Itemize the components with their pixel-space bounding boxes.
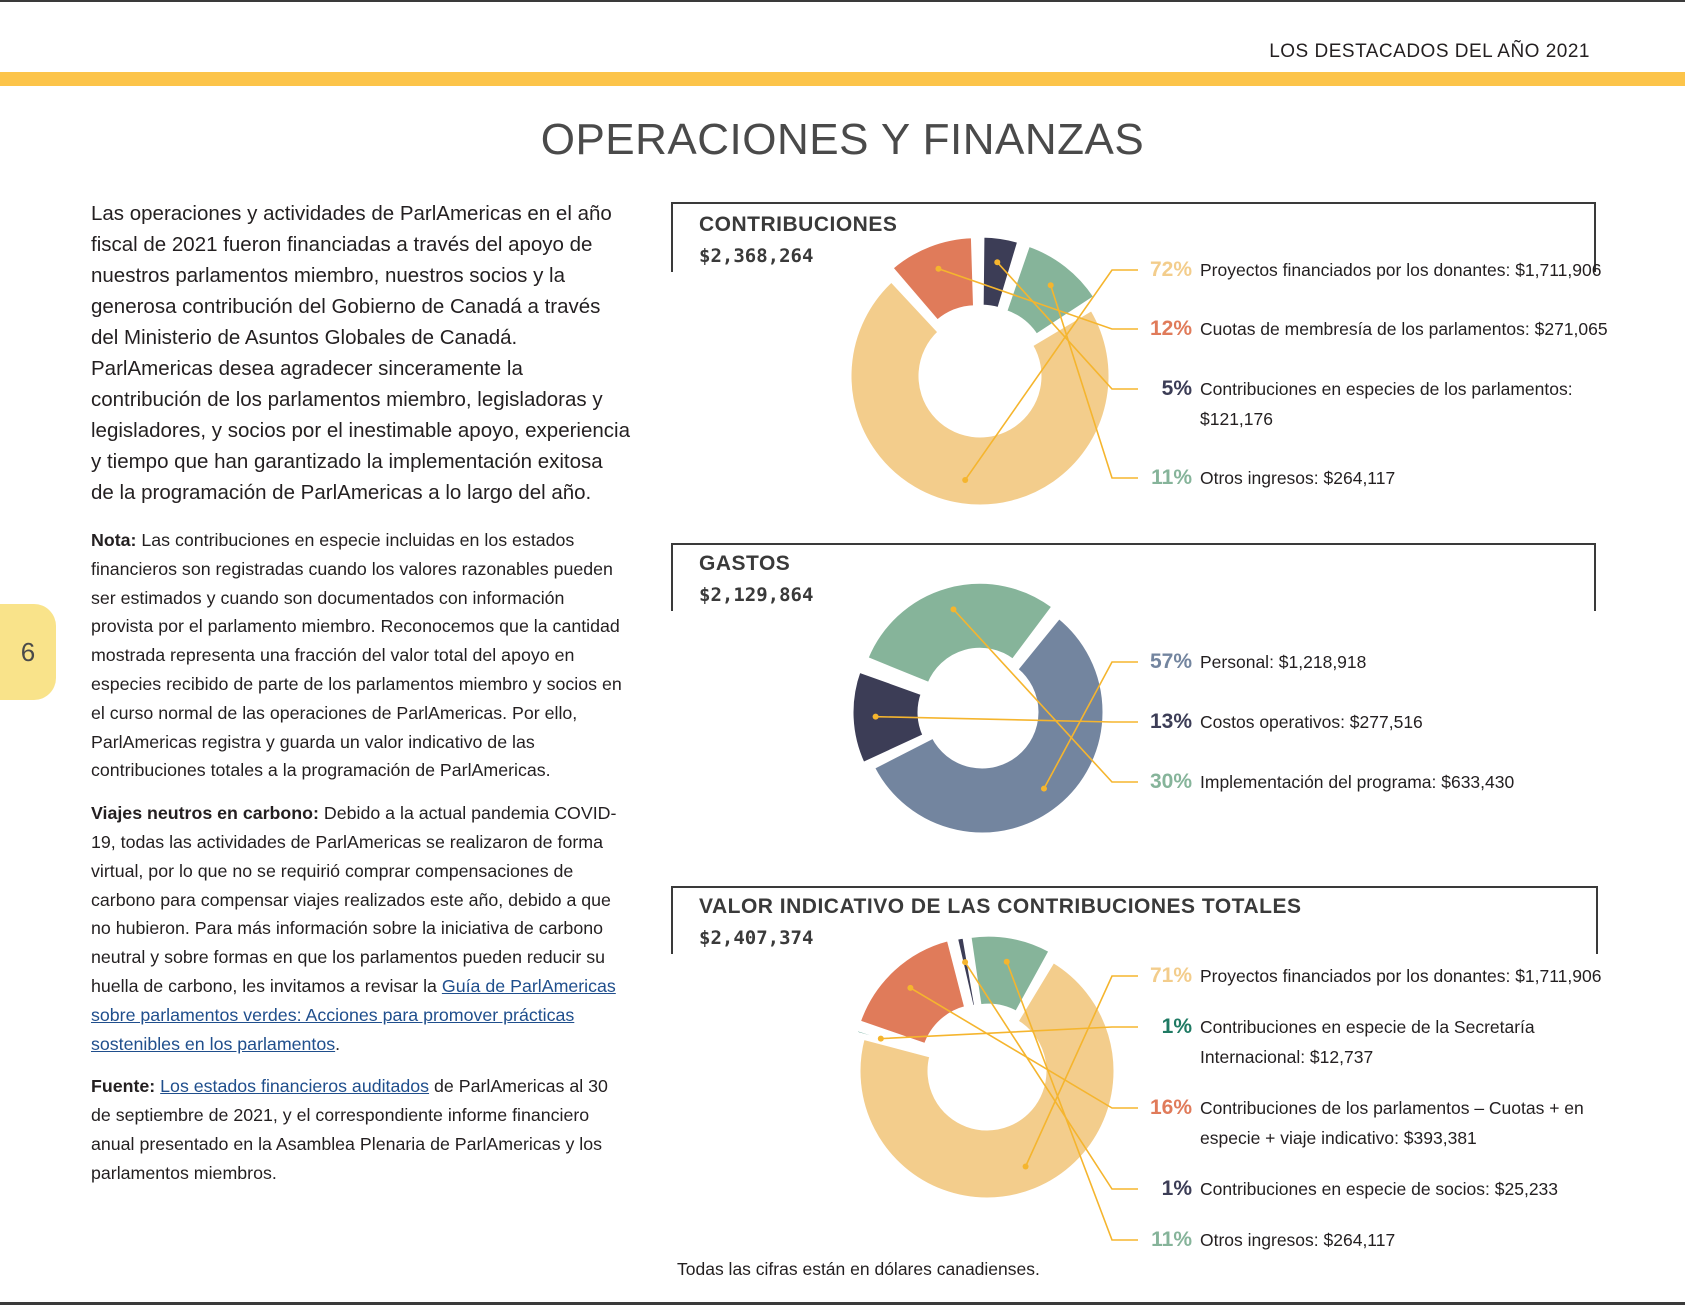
source-label: Fuente: [91, 1076, 156, 1097]
slice-percent-0-2: 5% [1161, 377, 1192, 400]
slice-label-2-0: Proyectos financiados por los donantes: $1,711,906 [1200, 966, 1602, 986]
slice-label-line2-0-2: $121,176 [1200, 409, 1273, 429]
travel-end: . [335, 1033, 341, 1054]
slice-percent-2-4: 11% [1151, 1228, 1192, 1251]
source-text: de ParlAmericas al 30 de septiembre de 2021, y el correspondiente informe financiero anual presentado en la Asamblea Plenaria de ParlAmericas y los parlamentos miembros. [91, 1076, 608, 1183]
slice-percent-0-0: 72% [1149, 258, 1192, 281]
slice-label-0-2: Contribuciones en especies de los parlamentos: [1200, 379, 1573, 399]
green-parliaments-guide-link[interactable]: Guía de ParlAmericas sobre parlamentos verdes: Acciones para promover prácticas sostenibles en los parlamentos [91, 975, 616, 1054]
slice-label-line2-2-1: Internacional: $12,737 [1200, 1047, 1374, 1067]
slice-percent-2-1: 1% [1161, 1015, 1192, 1038]
slice-label-0-0: Proyectos financiados por los donantes: $1,711,906 [1200, 260, 1602, 280]
slice-percent-1-0: 57% [1149, 650, 1192, 673]
slice-label-0-3: Otros ingresos: $264,117 [1200, 468, 1396, 488]
indicative-title: VALOR INDICATIVO DE LAS CONTRIBUCIONES TOTALES [699, 895, 1302, 918]
indicative-total: $2,407,374 [699, 927, 814, 949]
currency-footnote: Todas las cifras están en dólares canadienses. [677, 1259, 1040, 1279]
slice-percent-2-0: 71% [1149, 964, 1192, 987]
intro-paragraph: Las operaciones y actividades de ParlAmericas en el año fiscal de 2021 fueron financiadas a través del apoyo de nuestros parlamentos miembro, nuestros socios y la generosa contribución del Gobierno de Canadá a través del Ministerio de Asuntos Globales de Canadá. ParlAmericas desea agradecer sinceramente la contribución de los parlamentos miembro, legisladoras y legisladores, y socios por el inestimable apoyo, experiencia y tiempo que han garantizado la implementación exitosa de la programación de ParlAmericas a lo largo del año. [91, 202, 630, 504]
audited-statements-link[interactable]: Los estados financieros auditados [160, 1076, 430, 1097]
slice-percent-0-3: 11% [1151, 466, 1192, 489]
slice-percent-2-3: 1% [1161, 1177, 1192, 1200]
slice-percent-0-1: 12% [1149, 317, 1192, 340]
travel-label: Viajes neutros en carbono: [91, 803, 319, 824]
note-label: Nota: [91, 530, 137, 550]
slice-label-2-2: Contribuciones de los parlamentos – Cuotas + en [1200, 1098, 1584, 1118]
contributions-title: CONTRIBUCIONES [699, 213, 898, 236]
page-title: OPERACIONES Y FINANZAS [540, 115, 1145, 164]
slice-label-1-1: Costos operativos: $277,516 [1200, 712, 1423, 732]
slice-label-line2-2-2: especie + viaje indicativo: $393,381 [1200, 1128, 1477, 1148]
expenses-title: GASTOS [699, 552, 791, 575]
slice-percent-1-1: 13% [1149, 710, 1192, 733]
travel-text: Debido a la actual pandemia COVID-19, todas las actividades de ParlAmericas se realizaron de forma virtual, por lo que no se requirió comprar compensaciones de carbono para compensar viajes realizados este año, debido a que no hubieron. Para más información sobre la iniciativa de carbono neutral y sobre formas en que los parlamentos pueden reducir su huella de carbono, les invitamos a revisar la [91, 803, 617, 996]
slice-label-2-3: Contribuciones en especie de socios: $25,233 [1200, 1179, 1559, 1199]
slice-percent-2-2: 16% [1149, 1096, 1192, 1119]
page-number: 6 [20, 636, 36, 667]
slice-label-2-4: Otros ingresos: $264,117 [1200, 1230, 1396, 1250]
header-label: LOS DESTACADOS DEL AÑO 2021 [1269, 41, 1590, 62]
note-text: Las contribuciones en especie incluidas en los estados financieros son registradas cuando los valores razonables pueden ser estimados y cuando son documentados con información provista por el parlamento miembro. Reconocemos que la cantidad mostrada representa una fracción del valor total del apoyo en especies recibido de parte de los parlamentos miembro y socios en el curso normal de las operaciones de ParlAmericas. Por ello, ParlAmericas registra y guarda un valor indicativo de las contribuciones totales a la programación de ParlAmericas. [91, 530, 622, 781]
donut-slice-2-2 [859, 940, 965, 1045]
slice-label-1-2: Implementación del programa: $633,430 [1200, 772, 1515, 792]
slice-percent-1-2: 30% [1149, 770, 1192, 793]
slice-label-2-1: Contribuciones en especie de la Secretaría [1200, 1017, 1535, 1037]
contributions-total: $2,368,264 [699, 245, 814, 267]
slice-label-1-0: Personal: $1,218,918 [1200, 652, 1367, 672]
slice-label-0-1: Cuotas de membresía de los parlamentos: $271,065 [1200, 319, 1608, 339]
expenses-total: $2,129,864 [699, 584, 814, 606]
